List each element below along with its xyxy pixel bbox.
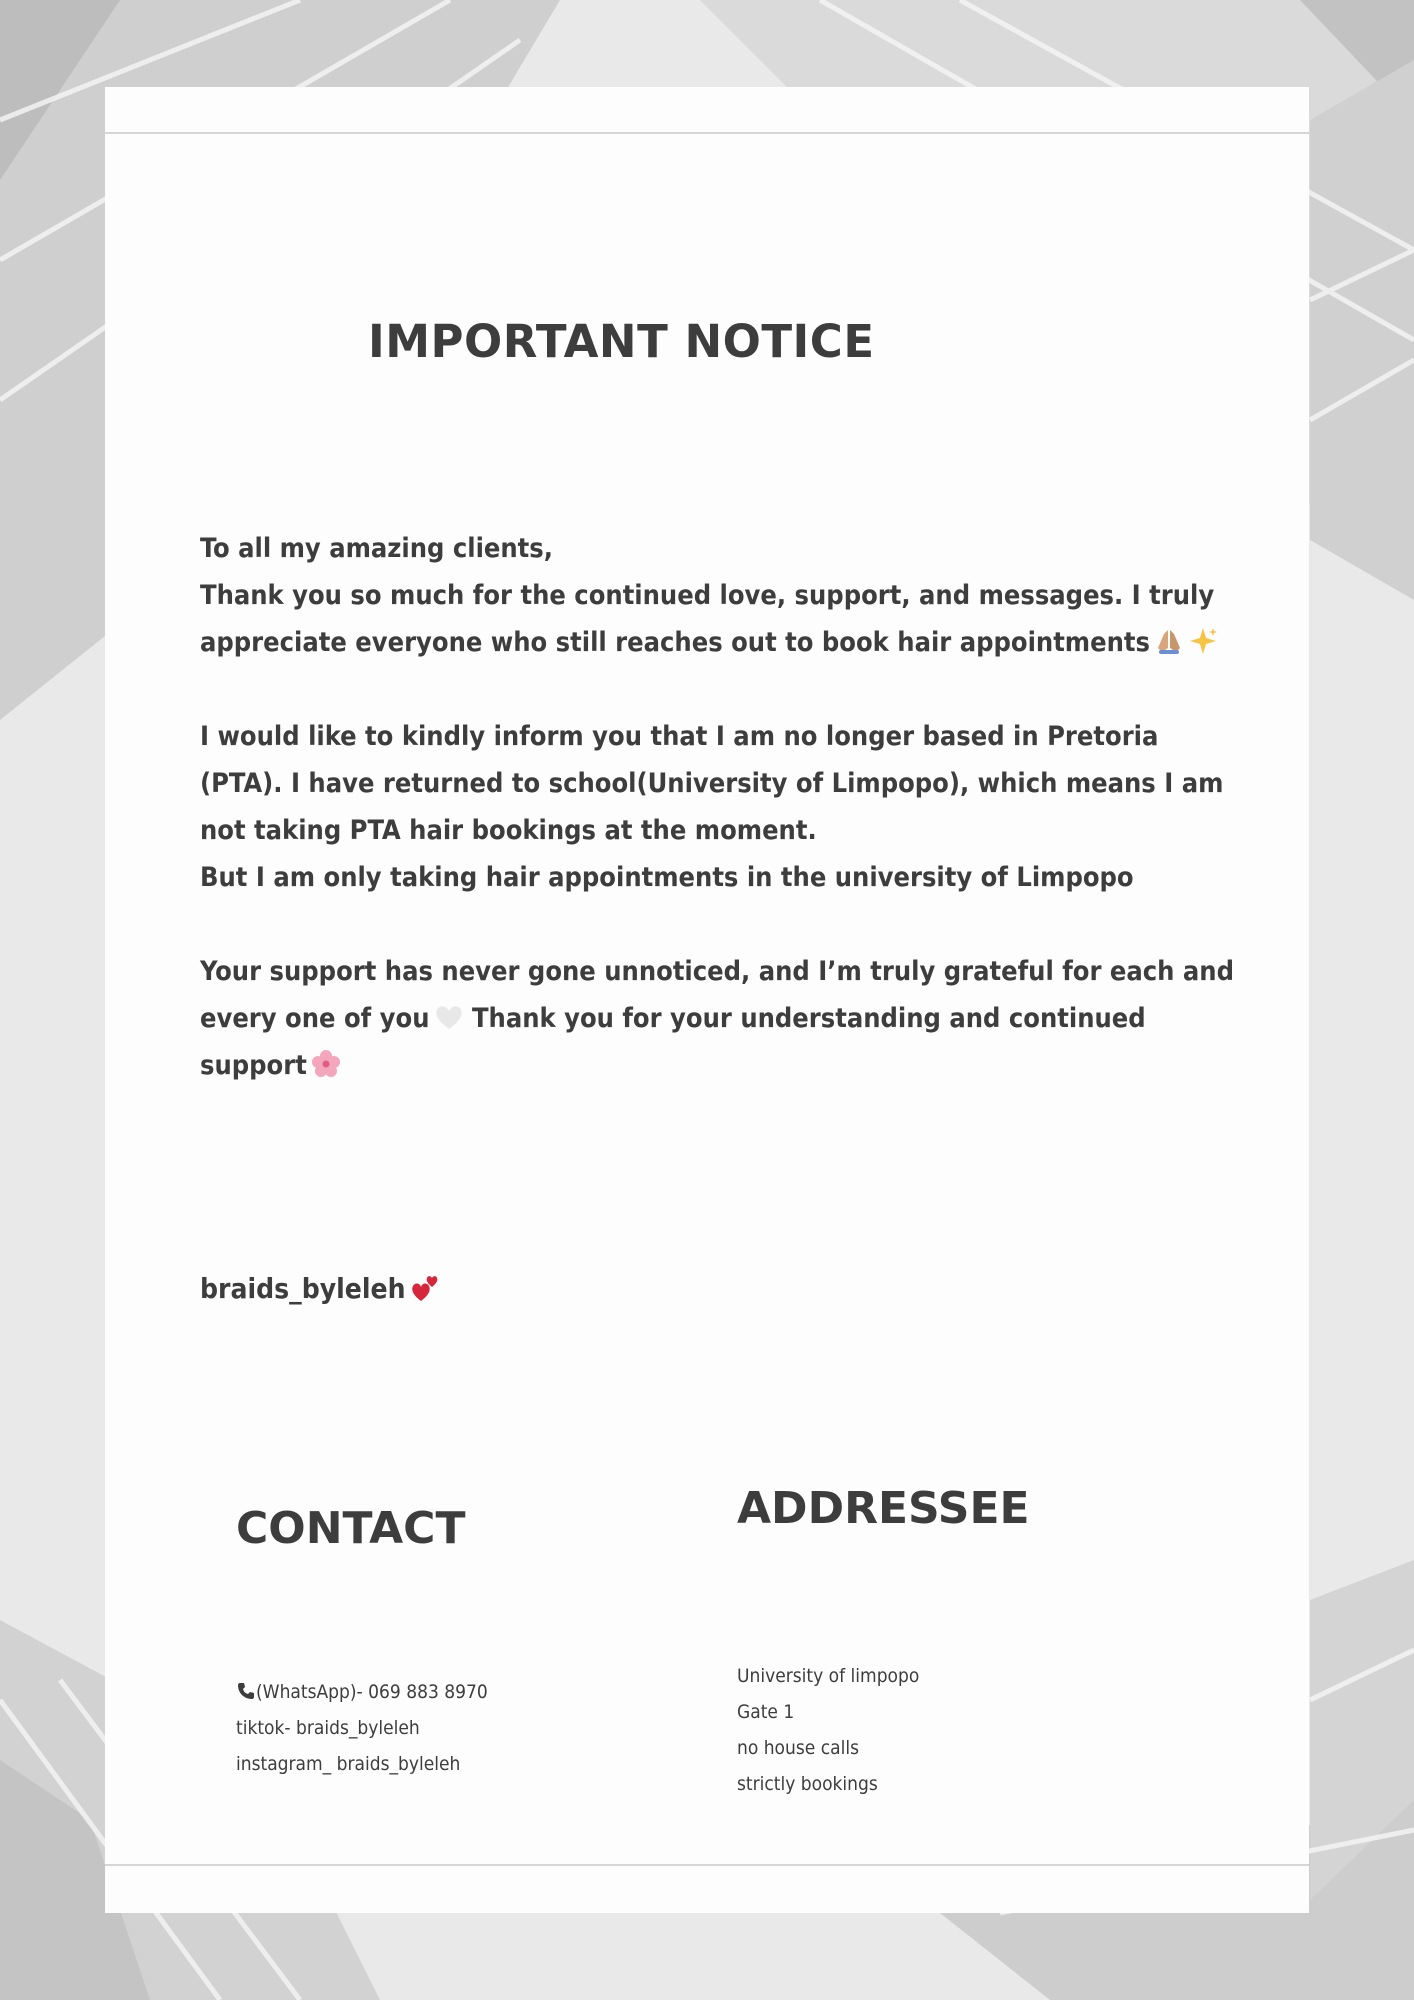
- folded-hands-icon: [1154, 626, 1184, 656]
- addressee-heading: ADDRESSEE: [737, 1483, 1030, 1534]
- address-line: no house calls: [737, 1737, 859, 1759]
- contact-list: [236, 1674, 488, 1782]
- greeting: To all my amazing clients,: [200, 533, 553, 564]
- sparkles-icon: [1188, 626, 1218, 656]
- address-line: strictly bookings: [737, 1773, 878, 1795]
- page-title: IMPORTANT NOTICE: [368, 315, 875, 368]
- paragraph-3-line: [200, 1042, 1270, 1089]
- address-line: Gate 1: [737, 1701, 795, 1723]
- signature-text: braids_byleleh: [200, 1272, 406, 1305]
- phone-icon: [236, 1681, 256, 1701]
- bottom-divider: [105, 1864, 1309, 1866]
- contact-instagram: instagram_ braids_byleleh: [236, 1753, 461, 1775]
- notice-card: [105, 87, 1309, 1913]
- paragraph-text: every one of you: [200, 1003, 430, 1034]
- two-hearts-icon: [410, 1273, 440, 1303]
- paragraph-2-line: not taking PTA hair bookings at the moment.: [200, 815, 817, 846]
- paragraph-2-line: I would like to kindly inform you that I am no longer based in Pretoria: [200, 721, 1159, 752]
- paragraph-1-line: Thank you so much for the continued love, support, and messages. I truly: [200, 580, 1215, 611]
- paragraph-3-line: [200, 995, 1270, 1042]
- paragraph-3-line: Your support has never gone unnoticed, and I’m truly grateful for each and: [200, 956, 1234, 987]
- cherry-blossom-icon: [311, 1049, 341, 1079]
- signature: [200, 1272, 440, 1305]
- paragraph-2-line: But I am only taking hair appointments in the university of Limpopo: [200, 862, 1134, 893]
- contact-phone: [236, 1674, 488, 1710]
- addressee-list: [737, 1658, 919, 1802]
- contact-tiktok: tiktok- braids_byleleh: [236, 1717, 420, 1739]
- top-divider: [105, 132, 1309, 134]
- white-heart-icon: [434, 1002, 464, 1032]
- address-line: University of limpopo: [737, 1665, 920, 1687]
- paragraph-text: support: [200, 1050, 307, 1081]
- paragraph-2-line: (PTA). I have returned to school(University of Limpopo), which means I am: [200, 768, 1224, 799]
- phone-text: (WhatsApp)- 069 883 8970: [256, 1681, 488, 1703]
- contact-heading: CONTACT: [236, 1503, 466, 1554]
- paragraph-1-line: [200, 619, 1270, 666]
- paragraph-text: appreciate everyone who still reaches out to book hair appointments: [200, 627, 1150, 658]
- paragraph-text: Thank you for your understanding and continued: [463, 1003, 1146, 1034]
- notice-body: [200, 525, 1270, 1089]
